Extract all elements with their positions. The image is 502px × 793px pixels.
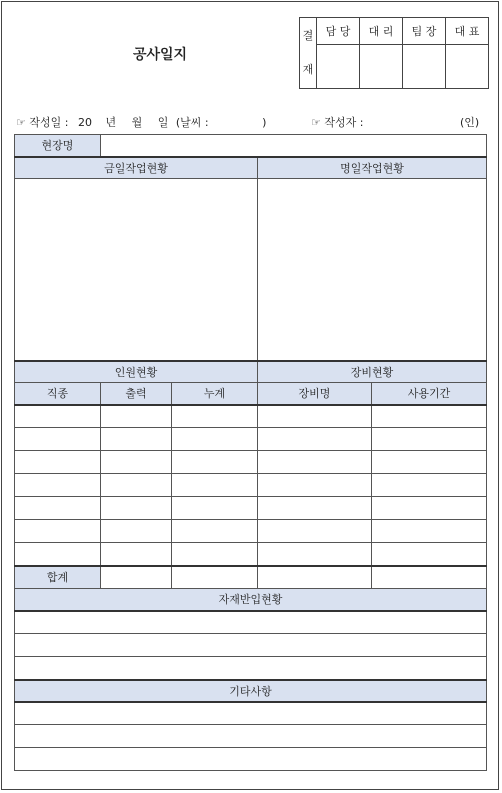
cell[interactable]	[372, 474, 487, 497]
weather-end: )	[262, 116, 267, 129]
cell[interactable]	[101, 451, 172, 474]
cell[interactable]	[258, 451, 372, 474]
cell[interactable]	[258, 428, 372, 451]
approval-sign-staff[interactable]	[317, 45, 360, 89]
today-work-field[interactable]	[15, 179, 258, 361]
other-row	[15, 748, 487, 771]
total-cumulative[interactable]	[172, 566, 258, 589]
cell[interactable]	[172, 497, 258, 520]
approval-sign-assistant[interactable]	[360, 45, 403, 89]
cell[interactable]	[15, 497, 101, 520]
col-trade: 직종	[15, 383, 101, 405]
cell[interactable]	[172, 520, 258, 543]
col-equipment-name: 장비명	[258, 383, 372, 405]
month-unit: 월	[131, 116, 143, 129]
other-cell[interactable]	[15, 748, 487, 771]
cell[interactable]	[15, 474, 101, 497]
tomorrow-work-header: 명일작업현황	[258, 157, 487, 179]
other-row	[15, 725, 487, 748]
col-cumulative: 누계	[172, 383, 258, 405]
approval-col-team-lead: 팀 장	[403, 18, 446, 45]
approval-col-assistant: 대 리	[360, 18, 403, 45]
approval-sign-ceo[interactable]	[446, 45, 489, 89]
site-name-field[interactable]	[101, 135, 487, 157]
cell[interactable]	[172, 451, 258, 474]
cell[interactable]	[101, 474, 172, 497]
approval-col-staff: 담 당	[317, 18, 360, 45]
materials-header: 자재반입현황	[15, 589, 487, 611]
materials-cell[interactable]	[15, 657, 487, 680]
site-name-label: 현장명	[15, 135, 101, 157]
total-label: 합계	[15, 566, 101, 589]
col-attendance: 출력	[101, 383, 172, 405]
cell[interactable]	[372, 451, 487, 474]
total-usage[interactable]	[372, 566, 487, 589]
table-row	[15, 543, 487, 566]
personnel-header: 인원현황	[15, 361, 258, 383]
date-line	[16, 114, 266, 130]
writer-label: ☞ 작성자 :	[311, 116, 364, 129]
table-row	[15, 520, 487, 543]
other-cell[interactable]	[15, 725, 487, 748]
materials-cell[interactable]	[15, 634, 487, 657]
cell[interactable]	[258, 543, 372, 566]
cell[interactable]	[15, 520, 101, 543]
cell[interactable]	[15, 428, 101, 451]
weather-label: (날씨 :	[175, 116, 209, 129]
other-cell[interactable]	[15, 702, 487, 725]
cell[interactable]	[15, 405, 101, 428]
cell[interactable]	[372, 543, 487, 566]
cell[interactable]	[372, 497, 487, 520]
page-title: 공사일지	[132, 47, 188, 63]
year-unit: 년	[105, 116, 117, 129]
today-work-header: 금일작업현황	[15, 157, 258, 179]
cell[interactable]	[172, 428, 258, 451]
approval-col-ceo: 대 표	[446, 18, 489, 45]
cell[interactable]	[101, 543, 172, 566]
col-usage-period: 사용기간	[372, 383, 487, 405]
cell[interactable]	[372, 428, 487, 451]
tomorrow-work-field[interactable]	[258, 179, 487, 361]
materials-cell[interactable]	[15, 611, 487, 634]
cell[interactable]	[258, 497, 372, 520]
table-row	[15, 497, 487, 520]
materials-row	[15, 657, 487, 680]
cell[interactable]	[258, 520, 372, 543]
table-row	[15, 428, 487, 451]
cell[interactable]	[372, 405, 487, 428]
total-attendance[interactable]	[101, 566, 172, 589]
date-label: ☞ 작성일 :	[16, 116, 69, 129]
seal-label: (인)	[460, 116, 480, 129]
equipment-header: 장비현황	[258, 361, 487, 383]
approval-side-top: 결	[302, 29, 314, 42]
materials-row	[15, 634, 487, 657]
year-prefix: 20	[77, 116, 92, 129]
table-row	[15, 474, 487, 497]
table-row	[15, 405, 487, 428]
total-equipment[interactable]	[258, 566, 372, 589]
cell[interactable]	[172, 543, 258, 566]
cell[interactable]	[15, 451, 101, 474]
cell[interactable]	[172, 474, 258, 497]
cell[interactable]	[101, 497, 172, 520]
cell[interactable]	[372, 520, 487, 543]
log-table	[14, 134, 487, 771]
approval-sign-team-lead[interactable]	[403, 45, 446, 89]
other-row	[15, 702, 487, 725]
cell[interactable]	[172, 405, 258, 428]
day-unit: 일	[157, 116, 169, 129]
cell[interactable]	[101, 405, 172, 428]
approval-side-label	[300, 18, 317, 89]
materials-row	[15, 611, 487, 634]
cell[interactable]	[101, 428, 172, 451]
table-row	[15, 451, 487, 474]
other-header: 기타사항	[15, 680, 487, 702]
approval-side-bottom: 재	[302, 63, 314, 76]
cell[interactable]	[101, 520, 172, 543]
cell[interactable]	[258, 474, 372, 497]
approval-box	[299, 17, 489, 89]
cell[interactable]	[15, 543, 101, 566]
cell[interactable]	[258, 405, 372, 428]
